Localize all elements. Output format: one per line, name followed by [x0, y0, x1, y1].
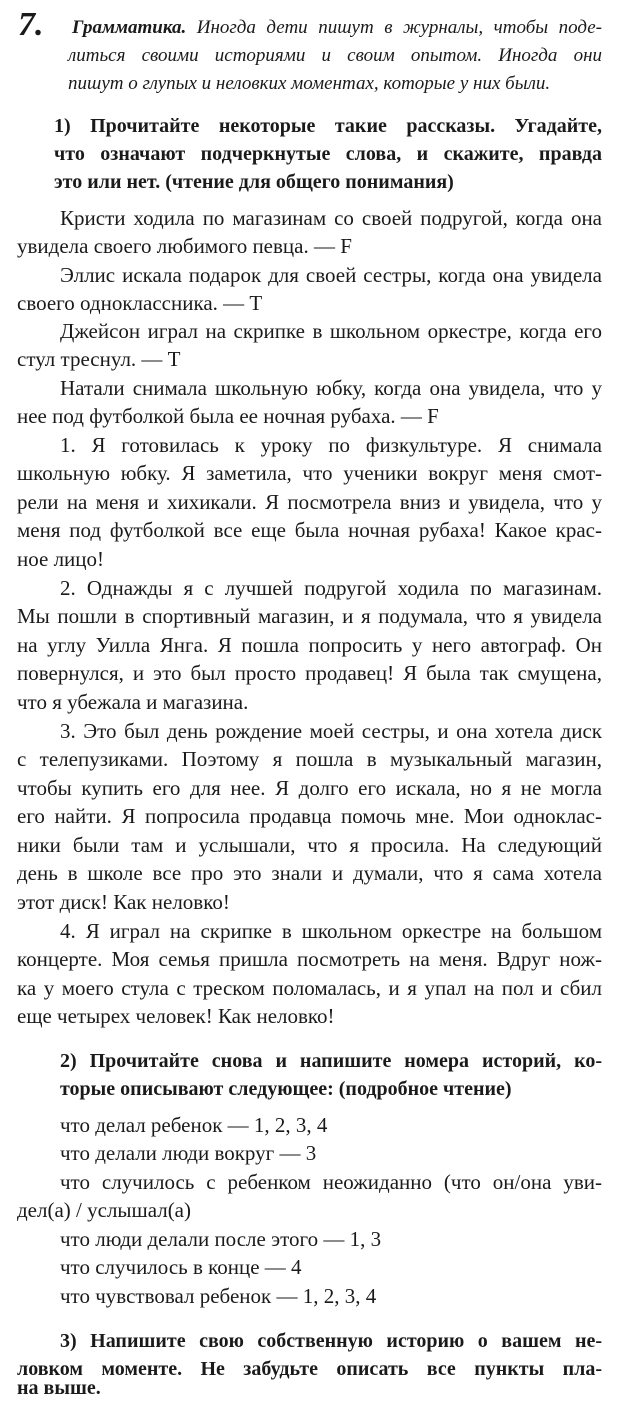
- story2-line: что я убежала и магазина.: [17, 690, 249, 714]
- answer1-line: нее под футболкой была ее ночная рубаха. — F: [17, 404, 439, 428]
- answer2-line: что случилось в конце — 4: [60, 1255, 302, 1279]
- story1-line: 1. Я готовилась к уроку по физкультуре. Я снимала: [60, 433, 602, 457]
- answer2-line: что случилось с ребенком неожиданно (что он/она уви-: [60, 1170, 602, 1194]
- answer2-line: дел(а) / услышал(а): [17, 1198, 191, 1222]
- story3-line: чтобы купить его для нее. Я долго его искала, но я не могла: [17, 776, 602, 800]
- answer2-line: что делали люди вокруг — 3: [60, 1141, 317, 1165]
- answer2-line: что чувствовал ребенок — 1, 2, 3, 4: [60, 1284, 377, 1308]
- story3-line: день в школе все про это знали и думали, что я сама хотела: [17, 861, 602, 885]
- exercise-intro-lead: Грамматика.: [72, 17, 187, 38]
- answer1-line: увидела своего любимого певца. — F: [17, 234, 352, 258]
- story3-line: этот диск! Как неловко!: [17, 890, 230, 914]
- story1-line: ное лицо!: [17, 547, 105, 571]
- story2-line: на углу Уилла Янга. Я пошла попросить у него автограф. Он: [17, 633, 602, 657]
- task1-line: что означают подчеркнутые слова, и скажите, правда: [54, 143, 602, 165]
- task2-line: 2) Прочитайте снова и напишите номера историй, ко-: [60, 1050, 602, 1072]
- task3-line: 3) Напишите свою собственную историю о вашем не-: [60, 1330, 602, 1352]
- answer1-line: стул треснул. — Т: [17, 347, 181, 371]
- story2-line: 2. Однажды я с лучшей подругой ходила по магазинам.: [60, 576, 602, 600]
- story4-line: ка у моего стула с треском поломалась, и я упал на пол и сбил: [17, 976, 602, 1000]
- story2-line: Мы пошли в спортивный магазин, и я подумала, что я увидела: [17, 604, 602, 628]
- exercise-intro-text: Иногда дети пишут в журналы, чтобы поде-: [196, 17, 602, 38]
- answer1-line: Эллис искала подарок для своей сестры, когда она увидела: [60, 263, 602, 287]
- story1-line: рели на меня и хихикали. Я посмотрела вниз и увидела, что у: [17, 490, 602, 514]
- task3-line: на выше.: [17, 1377, 101, 1399]
- answer1-line: своего одноклассника. — Т: [17, 291, 263, 315]
- answer1-line: Натали снимала школьную юбку, когда она увидела, что у: [60, 376, 602, 400]
- exercise-intro-line-2: литься своими историями и своим опытом. Иногда они: [68, 45, 602, 66]
- story4-line: еще четырех человек! Как неловко!: [17, 1004, 335, 1028]
- story1-line: школьную юбку. Я заметила, что ученики вокруг меня смот-: [17, 461, 602, 485]
- answer2-line: что люди делали после этого — 1, 3: [60, 1227, 382, 1251]
- answer1-line: Джейсон играл на скрипке в школьном оркестре, когда его: [60, 319, 602, 343]
- answer2-line: что делал ребенок — 1, 2, 3, 4: [60, 1113, 328, 1137]
- story4-line: 4. Я играл на скрипке в школьном оркестре на большом: [60, 919, 602, 943]
- exercise-intro-line-1: [72, 15, 602, 41]
- answer1-line: Кристи ходила по магазинам со своей подругой, когда она: [60, 206, 602, 230]
- story4-line: концерте. Моя семья пришла посмотреть на меня. Вдруг нож-: [17, 947, 602, 971]
- story3-line: 3. Это был день рождение моей сестры, и она хотела диск: [60, 719, 602, 743]
- story2-line: повернулся, и это был просто продавец! Я была так смущена,: [17, 661, 602, 685]
- task2-line: торые описывают следующее: (подробное чтение): [60, 1078, 512, 1100]
- story3-line: с телепузиками. Поэтому я пошла в музыкальный магазин,: [17, 747, 602, 771]
- story1-line: меня под футболкой все еще была ночная рубаха! Какое крас-: [17, 518, 602, 542]
- story3-line: ники были там и услышали, что я просила. На следующий: [17, 833, 602, 857]
- task1-line: это или нет. (чтение для общего понимания): [54, 171, 454, 193]
- exercise-number: 7.: [18, 6, 44, 43]
- task3-line: ловком моменте. Не забудьте описать все пункты пла-: [17, 1358, 602, 1380]
- story3-line: его найти. Я попросила продавца помочь мне. Мои одноклас-: [17, 804, 602, 828]
- task1-line: 1) Прочитайте некоторые такие рассказы. Угадайте,: [54, 115, 602, 137]
- exercise-intro-line-3: пишут о глупых и неловких моментах, которые у них были.: [68, 73, 551, 94]
